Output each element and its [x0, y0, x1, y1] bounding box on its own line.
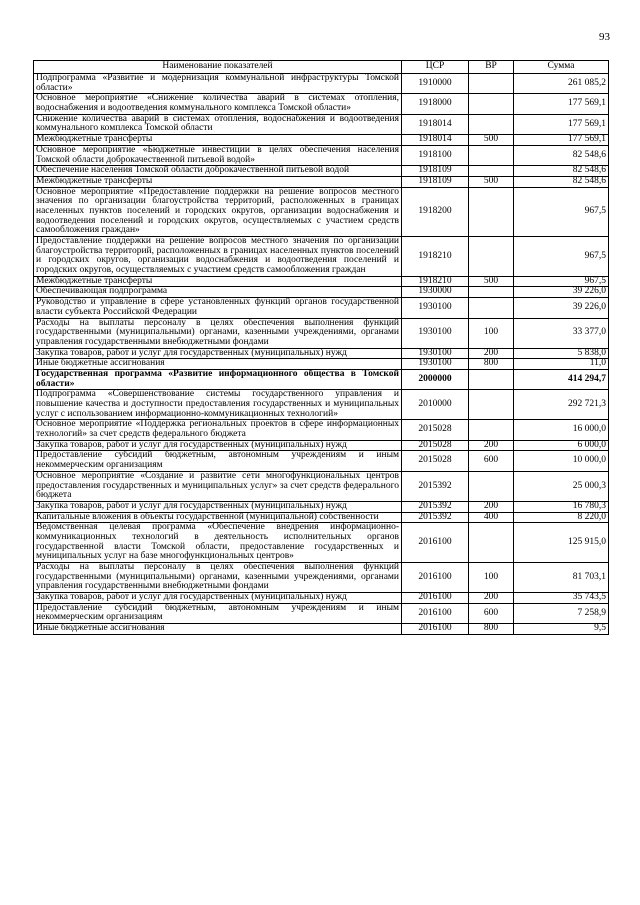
row-sum-cell: 292 721,3	[514, 390, 609, 420]
row-vr-cell	[469, 94, 514, 114]
column-header-name: Наименование показателей	[34, 61, 402, 74]
row-vr-cell: 200	[469, 501, 514, 512]
row-vr-cell: 500	[469, 176, 514, 187]
row-csr-cell: 2016100	[402, 624, 469, 635]
row-sum-cell: 5 838,0	[514, 348, 609, 359]
row-sum-cell: 967,5	[514, 187, 609, 236]
row-name-cell: Руководство и управление в сфере установленных функций органов государственной власти субъекта Российской Федерации	[34, 298, 402, 318]
row-name-cell: Расходы на выплаты персоналу в целях обеспечения выполнения функций государственными (муниципальными) органами, казенными учреждениями, органами управления государственными внебюджетными фондами	[34, 318, 402, 348]
table-row	[34, 624, 609, 635]
row-vr-cell	[469, 145, 514, 165]
row-sum-cell: 177 569,1	[514, 135, 609, 146]
row-sum-cell: 16 780,3	[514, 501, 609, 512]
row-vr-cell	[469, 166, 514, 177]
row-sum-cell: 177 569,1	[514, 94, 609, 114]
row-name-cell: Снижение количества аварий в системах отопления, водоснабжения и водоотведения коммунального комплекса Томской области	[34, 114, 402, 134]
row-name-cell: Закупка товаров, работ и услуг для государственных (муниципальных) нужд	[34, 593, 402, 604]
row-name-cell: Иные бюджетные ассигнования	[34, 359, 402, 370]
row-vr-cell	[469, 74, 514, 94]
row-vr-cell	[469, 187, 514, 236]
row-sum-cell: 81 703,1	[514, 563, 609, 593]
row-vr-cell: 200	[469, 593, 514, 604]
row-sum-cell: 33 377,0	[514, 318, 609, 348]
row-csr-cell: 2016100	[402, 593, 469, 604]
row-sum-cell: 414 294,7	[514, 369, 609, 389]
row-csr-cell: 2015028	[402, 451, 469, 471]
row-csr-cell: 1918200	[402, 187, 469, 236]
row-name-cell: Ведомственная целевая программа «Обеспечение внедрения информационно-коммуникационных технологий в деятельность исполнительных органов государственной власти Томской области, предоставление государственных и муниципальных услуг на базе многофункциональных центров»	[34, 523, 402, 563]
row-vr-cell: 200	[469, 348, 514, 359]
table-row	[34, 501, 609, 512]
row-name-cell: Закупка товаров, работ и услуг для государственных (муниципальных) нужд	[34, 440, 402, 451]
row-vr-cell	[469, 287, 514, 298]
row-sum-cell: 967,5	[514, 237, 609, 277]
row-name-cell: Иные бюджетные ассигнования	[34, 624, 402, 635]
row-csr-cell: 1910000	[402, 74, 469, 94]
row-vr-cell	[469, 471, 514, 501]
row-csr-cell: 1918000	[402, 94, 469, 114]
row-sum-cell: 11,0	[514, 359, 609, 370]
row-name-cell: Предоставление субсидий бюджетным, автономным учреждениям и иным некоммерческим организациям	[34, 603, 402, 623]
table-row	[34, 145, 609, 165]
row-vr-cell: 600	[469, 451, 514, 471]
column-header-csr: ЦСР	[402, 61, 469, 74]
row-name-cell: Основное мероприятие «Бюджетные инвестиции в целях обеспечения населения Томской области доброкачественной питьевой водой»	[34, 145, 402, 165]
row-sum-cell: 967,5	[514, 276, 609, 287]
row-csr-cell: 2015392	[402, 471, 469, 501]
table-row	[34, 176, 609, 187]
row-vr-cell	[469, 523, 514, 563]
row-name-cell: Закупка товаров, работ и услуг для государственных (муниципальных) нужд	[34, 348, 402, 359]
row-csr-cell: 2010000	[402, 390, 469, 420]
row-sum-cell: 6 000,0	[514, 440, 609, 451]
column-header-sum: Сумма	[514, 61, 609, 74]
row-vr-cell: 500	[469, 135, 514, 146]
row-sum-cell: 82 548,6	[514, 145, 609, 165]
table-row	[34, 471, 609, 501]
row-sum-cell: 35 743,5	[514, 593, 609, 604]
table-row	[34, 369, 609, 389]
row-name-cell: Межбюджетные трансферты	[34, 276, 402, 287]
row-sum-cell: 16 000,0	[514, 420, 609, 440]
row-name-cell: Основное мероприятие «Поддержка региональных проектов в сфере информационных технологий» за счет средств федерального бюджета	[34, 420, 402, 440]
row-csr-cell: 1930100	[402, 348, 469, 359]
table-row	[34, 187, 609, 236]
row-vr-cell	[469, 114, 514, 134]
row-name-cell: Основное мероприятие «Снижение количества аварий в системах отопления, водоснабжения и водоотведения коммунального комплекса Томской области»	[34, 94, 402, 114]
row-sum-cell: 125 915,0	[514, 523, 609, 563]
table-row	[34, 94, 609, 114]
row-name-cell: Предоставление поддержки на решение вопросов местного значения по организации благоустройства территорий, расположенных в границах населенных пунктов поселений и городских округов, организации водоснабжения и водоотведения поселений и городских округов, осуществляемых с участием средств самообложения граждан	[34, 237, 402, 277]
table-row	[34, 237, 609, 277]
row-csr-cell: 1918109	[402, 166, 469, 177]
table-row	[34, 563, 609, 593]
row-csr-cell: 1918109	[402, 176, 469, 187]
row-sum-cell: 82 548,6	[514, 166, 609, 177]
table-row	[34, 135, 609, 146]
row-vr-cell	[469, 237, 514, 277]
row-vr-cell: 800	[469, 359, 514, 370]
row-vr-cell: 100	[469, 318, 514, 348]
row-vr-cell: 100	[469, 563, 514, 593]
row-name-cell: Предоставление субсидий бюджетным, автономным учреждениям и иным некоммерческим организациям	[34, 451, 402, 471]
table-row	[34, 593, 609, 604]
row-csr-cell: 1930000	[402, 287, 469, 298]
row-name-cell: Государственная программа «Развитие информационного общества в Томской области»	[34, 369, 402, 389]
table-row	[34, 114, 609, 134]
row-sum-cell: 25 000,3	[514, 471, 609, 501]
row-csr-cell: 1930100	[402, 359, 469, 370]
row-sum-cell: 8 220,0	[514, 512, 609, 523]
row-name-cell: Закупка товаров, работ и услуг для государственных (муниципальных) нужд	[34, 501, 402, 512]
row-sum-cell: 7 258,9	[514, 603, 609, 623]
row-name-cell: Обеспечивающая подпрограмма	[34, 287, 402, 298]
row-csr-cell: 2016100	[402, 603, 469, 623]
row-csr-cell: 2015392	[402, 501, 469, 512]
row-csr-cell: 2016100	[402, 523, 469, 563]
row-name-cell: Подпрограмма «Развитие и модернизация коммунальной инфраструктуры Томской области»	[34, 74, 402, 94]
row-csr-cell: 1918210	[402, 237, 469, 277]
row-name-cell: Расходы на выплаты персоналу в целях обеспечения выполнения функций государственными (муниципальными) органами, казенными учреждениями, органами управления государственными внебюджетными фондами	[34, 563, 402, 593]
row-csr-cell: 2016100	[402, 563, 469, 593]
row-sum-cell: 82 548,6	[514, 176, 609, 187]
table-row	[34, 359, 609, 370]
table-header-row	[34, 61, 609, 74]
row-csr-cell: 1918210	[402, 276, 469, 287]
row-sum-cell: 39 226,0	[514, 287, 609, 298]
row-csr-cell: 1918100	[402, 145, 469, 165]
row-vr-cell: 800	[469, 624, 514, 635]
row-csr-cell: 1918014	[402, 135, 469, 146]
table-row	[34, 390, 609, 420]
row-vr-cell	[469, 369, 514, 389]
row-name-cell: Основное мероприятие «Создание и развитие сети многофункциональных центров предоставления государственных и муниципальных услуг» за счет средств федерального бюджета	[34, 471, 402, 501]
row-sum-cell: 261 085,2	[514, 74, 609, 94]
table-row	[34, 523, 609, 563]
row-name-cell: Межбюджетные трансферты	[34, 135, 402, 146]
row-vr-cell	[469, 420, 514, 440]
row-sum-cell: 39 226,0	[514, 298, 609, 318]
row-sum-cell: 9,5	[514, 624, 609, 635]
page-number: 93	[599, 31, 610, 43]
table-row	[34, 298, 609, 318]
table-row	[34, 318, 609, 348]
table-row	[34, 603, 609, 623]
row-vr-cell: 600	[469, 603, 514, 623]
row-name-cell: Подпрограмма «Совершенствование системы государственного управления и повышение качества и доступности предоставления государственных и муниципальных услуг с использованием информационно-коммуникационных технологий»	[34, 390, 402, 420]
row-vr-cell: 200	[469, 440, 514, 451]
row-csr-cell: 2015028	[402, 440, 469, 451]
budget-table	[33, 60, 609, 635]
row-csr-cell: 2015028	[402, 420, 469, 440]
row-name-cell: Межбюджетные трансферты	[34, 176, 402, 187]
row-csr-cell: 1918014	[402, 114, 469, 134]
row-vr-cell	[469, 298, 514, 318]
row-name-cell: Основное мероприятие «Предоставление поддержки на решение вопросов местного значения по организации благоустройства территорий, расположенных в границах населенных пунктов поселений и городских округов, организации водоснабжения и водоотведения поселений и городских округов, осуществляемых с участием средств самообложения граждан»	[34, 187, 402, 236]
row-csr-cell: 2015392	[402, 512, 469, 523]
table-row	[34, 166, 609, 177]
table-row	[34, 74, 609, 94]
row-csr-cell: 1930100	[402, 298, 469, 318]
row-csr-cell: 1930100	[402, 318, 469, 348]
table-row	[34, 451, 609, 471]
row-vr-cell: 400	[469, 512, 514, 523]
row-vr-cell	[469, 390, 514, 420]
table-row	[34, 420, 609, 440]
row-sum-cell: 10 000,0	[514, 451, 609, 471]
row-name-cell: Обеспечение населения Томской области доброкачественной питьевой водой	[34, 166, 402, 177]
row-sum-cell: 177 569,1	[514, 114, 609, 134]
row-csr-cell: 2000000	[402, 369, 469, 389]
column-header-vr: ВР	[469, 61, 514, 74]
row-name-cell: Капитальные вложения в объекты государственной (муниципальной) собственности	[34, 512, 402, 523]
table-body	[34, 74, 609, 635]
row-vr-cell: 500	[469, 276, 514, 287]
